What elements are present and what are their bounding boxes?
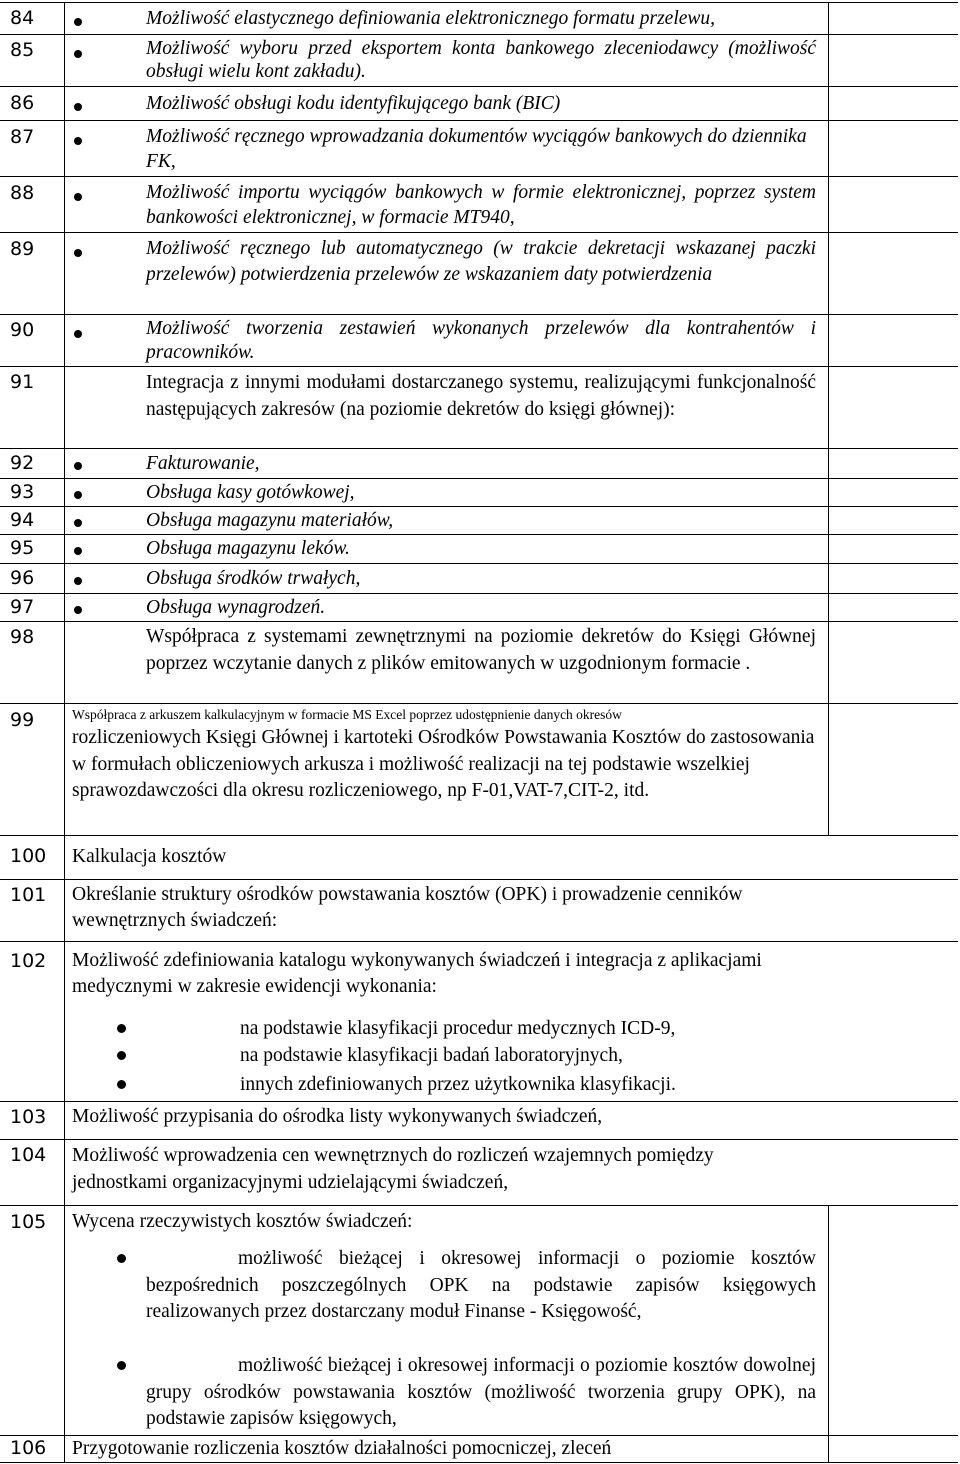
bullet-text: na podstawie klasyfikacji badań laboratoryjnych, xyxy=(240,1045,623,1066)
row-text: Możliwość zdefiniowania katalogu wykonywanych świadczeń i integracja z aplikacjami medycznymi w zakresie ewidencji wykonania: xyxy=(72,950,762,997)
bullet-icon xyxy=(74,50,82,58)
table-row xyxy=(0,314,958,367)
table-row xyxy=(0,534,958,564)
bullet-icon xyxy=(117,1080,126,1089)
table-row xyxy=(0,621,958,704)
row-text: Obsługa kasy gotówkowej, xyxy=(146,482,355,503)
row-number: 102 xyxy=(10,950,47,972)
table-row xyxy=(0,506,958,535)
table-row xyxy=(0,86,958,121)
row-text: Możliwość przypisania do ośrodka listy wykonywanych świadczeń, xyxy=(72,1106,603,1127)
row-text: Możliwość elastycznego definiowania elektronicznego formatu przelewu, xyxy=(146,8,716,29)
table-row xyxy=(0,563,958,594)
table-row xyxy=(0,448,958,479)
bullet-icon xyxy=(74,330,82,338)
row-number: 97 xyxy=(10,596,35,618)
bullet-icon xyxy=(74,491,82,499)
row-number: 105 xyxy=(10,1211,47,1233)
bullet-icon xyxy=(74,249,82,257)
row-number: 94 xyxy=(10,509,35,531)
row-number: 90 xyxy=(10,319,35,341)
row-number: 104 xyxy=(10,1144,47,1166)
row-number: 84 xyxy=(10,7,35,29)
table-row xyxy=(0,835,958,880)
bullet-text: innych zdefiniowanych przez użytkownika klasyfikacji. xyxy=(240,1074,676,1095)
row-number: 100 xyxy=(10,845,47,867)
table-row xyxy=(0,2,958,35)
bullet-icon xyxy=(74,547,82,555)
bullet-text: możliwość bieżącej i okresowej informacji o poziomie kosztów dowolnej grupy ośrodków powstawania kosztów (możliwość tworzenia grupy OPK), na podstawie zapisów księgowych, xyxy=(146,1355,816,1429)
row-text: Możliwość importu wyciągów bankowych w formie elektronicznej, poprzez system bankowości elektronicznej, w formacie MT940, xyxy=(146,182,816,228)
row-number: 86 xyxy=(10,92,35,114)
table-row xyxy=(0,366,958,449)
row-number: 96 xyxy=(10,567,35,589)
row-text: rozliczeniowych Księgi Głównej i kartoteki Ośrodków Powstawania Kosztów do zastosowania w formułach obliczeniowych arkusza i możliwość realizacji na tej podstawie wszelkiej sprawozdawczości dla okresu rozliczeniowego, np F-01,VAT-7,CIT-2, itd. xyxy=(72,727,815,801)
row-number: 98 xyxy=(10,626,35,648)
row-text: Możliwość wprowadzenia cen wewnętrznych do rozliczeń wzajemnych pomiędzy jednostkami organizacyjnymi udzielającymi świadczeń, xyxy=(72,1145,714,1193)
row-number: 99 xyxy=(10,709,35,731)
bullet-icon xyxy=(74,18,82,26)
row-text: Możliwość ręcznego wprowadzania dokumentów wyciągów bankowych do dziennika FK, xyxy=(146,126,807,172)
row-number: 95 xyxy=(10,537,35,559)
row-number: 88 xyxy=(10,182,35,204)
row-text: Obsługa magazynu leków. xyxy=(146,538,350,559)
row-text: Możliwość obsługi kodu identyfikującego bank (BIC) xyxy=(146,93,561,114)
bullet-text: możliwość bieżącej i okresowej informacji o poziomie kosztów bezpośrednich poszczególnych OPK na podstawie zapisów księgowych realizowanych przez dostarczany moduł Finanse - Księgowość, xyxy=(146,1248,816,1322)
table-row xyxy=(0,478,958,507)
row-text: Określanie struktury ośrodków powstawania kosztów (OPK) i prowadzenie cenników wewnętrznych świadczeń: xyxy=(72,884,743,931)
table-row xyxy=(0,34,958,87)
row-number: 87 xyxy=(10,126,35,148)
bullet-icon xyxy=(117,1361,126,1370)
row-number: 103 xyxy=(10,1106,47,1128)
row-number: 89 xyxy=(10,238,35,260)
row-text-small: Współpraca z arkuszem kalkulacyjnym w formacie MS Excel poprzez udostępnienie danych okresów xyxy=(72,707,622,722)
row-text: Fakturowanie, xyxy=(146,453,260,474)
bullet-text: na podstawie klasyfikacji procedur medycznych ICD-9, xyxy=(240,1018,676,1039)
row-text: Możliwość wyboru przed eksportem konta bankowego zleceniodawcy (możliwość obsługi wielu kont zakładu). xyxy=(146,38,816,82)
bullet-icon xyxy=(74,193,82,201)
table-row xyxy=(0,232,958,315)
row-text: Obsługa środków trwałych, xyxy=(146,568,361,589)
bullet-icon xyxy=(117,1024,126,1033)
bullet-icon xyxy=(74,137,82,145)
row-text: Współpraca z systemami zewnętrznymi na poziomie dekretów do Księgi Głównej poprzez wczytanie danych z plików emitowanych w uzgodnionym formacie . xyxy=(146,626,816,674)
row-text: Kalkulacja kosztów xyxy=(72,846,227,867)
table-row xyxy=(0,1139,958,1206)
row-number: 91 xyxy=(10,371,35,393)
row-number: 85 xyxy=(10,39,35,61)
table-row xyxy=(0,1101,958,1140)
table-row xyxy=(0,1205,958,1436)
bullet-icon xyxy=(117,1254,126,1263)
bullet-icon xyxy=(74,462,82,470)
row-number: 106 xyxy=(10,1437,47,1459)
bullet-icon xyxy=(74,519,82,527)
table-row xyxy=(0,879,958,942)
row-number: 101 xyxy=(10,884,47,906)
table-row xyxy=(0,703,958,836)
row-text: Przygotowanie rozliczenia kosztów działalności pomocniczej, zleceń xyxy=(72,1438,612,1459)
row-number: 92 xyxy=(10,452,35,474)
row-text: Obsługa magazynu materiałów, xyxy=(146,510,394,531)
row-text: Obsługa wynagrodzeń. xyxy=(146,597,326,618)
row-text: Integracja z innymi modułami dostarczanego systemu, realizującymi funkcjonalność następujących zakresów (na poziomie dekretów do księgi głównej): xyxy=(146,372,816,420)
table-row xyxy=(0,593,958,622)
table-row xyxy=(0,1435,958,1463)
row-number: 93 xyxy=(10,481,35,503)
row-text: Możliwość ręcznego lub automatycznego (w trakcie dekretacji wskazanej paczki przelewów) potwierdzenia przelewów ze wskazaniem daty potwierdzenia xyxy=(146,238,816,285)
row-text: Możliwość tworzenia zestawień wykonanych przelewów dla kontrahentów i pracowników. xyxy=(146,318,816,363)
table-row xyxy=(0,120,958,177)
bullet-icon xyxy=(74,577,82,585)
table-row xyxy=(0,941,958,1102)
bullet-icon xyxy=(74,103,82,111)
row-text: Wycena rzeczywistych kosztów świadczeń: xyxy=(72,1211,413,1232)
bullet-icon xyxy=(117,1051,126,1060)
bullet-icon xyxy=(74,606,82,614)
table-row xyxy=(0,176,958,233)
